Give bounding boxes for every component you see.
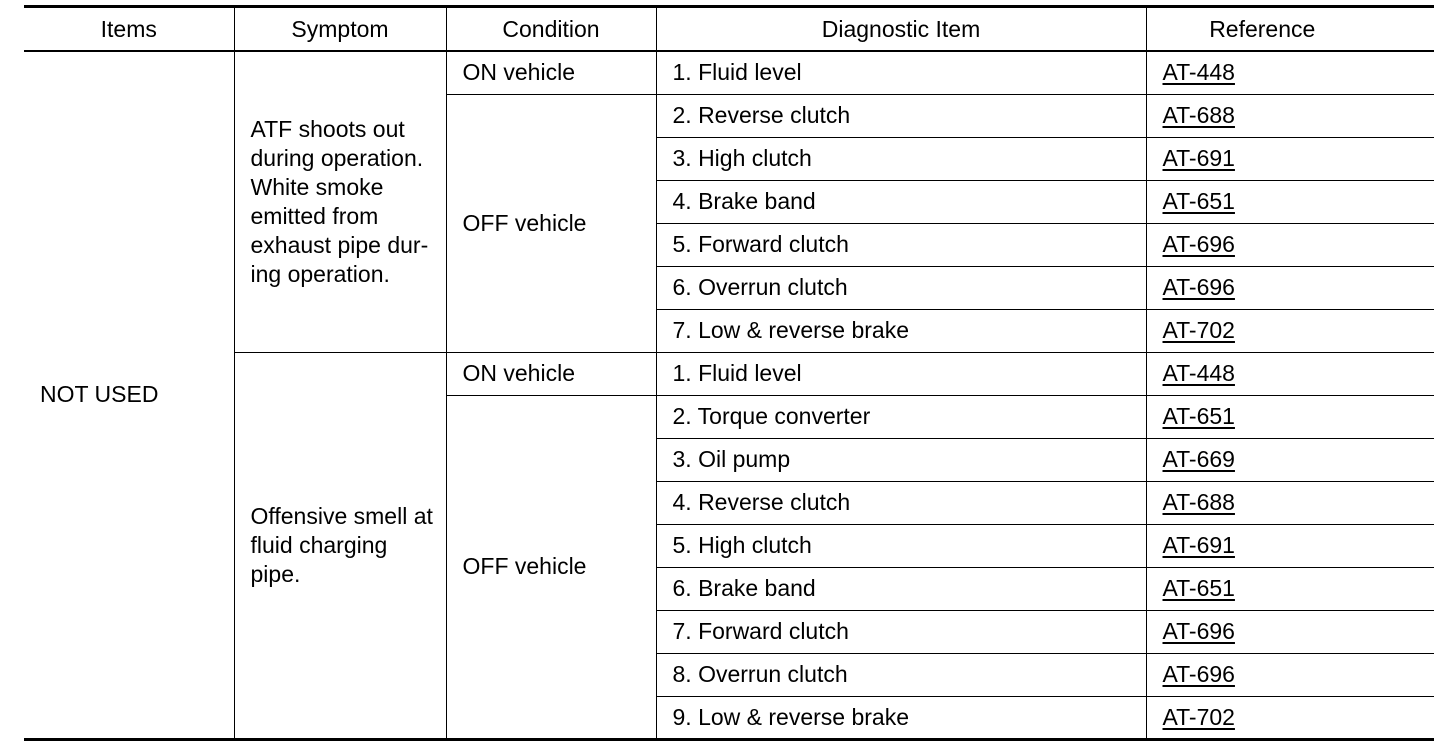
reference-cell xyxy=(1146,395,1434,438)
header-row xyxy=(24,7,1434,52)
reference-cell xyxy=(1146,223,1434,266)
symptom-line: exhaust pipe dur- xyxy=(250,231,429,258)
diagnostic-item-cell: 2. Torque converter xyxy=(656,395,1146,438)
reference-cell xyxy=(1146,51,1434,94)
reference-cell xyxy=(1146,309,1434,352)
reference-cell xyxy=(1146,653,1434,696)
reference-link[interactable]: AT-702 xyxy=(1162,703,1235,730)
symptom-cell xyxy=(234,51,446,352)
reference-cell xyxy=(1146,180,1434,223)
reference-cell xyxy=(1146,137,1434,180)
reference-link[interactable]: AT-688 xyxy=(1162,102,1235,128)
diagnostic-item-cell: 4. Reverse clutch xyxy=(656,481,1146,524)
symptom-line: during operation. xyxy=(250,144,424,171)
header-reference-label: Reference xyxy=(1209,15,1316,42)
diagnostic-item-cell: 4. Brake band xyxy=(656,180,1146,223)
reference-cell xyxy=(1146,266,1434,309)
reference-link[interactable]: AT-651 xyxy=(1162,403,1235,429)
diagnostic-item-cell: 5. Forward clutch xyxy=(656,223,1146,266)
diagnostic-item-cell: 5. High clutch xyxy=(656,524,1146,567)
reference-link[interactable]: AT-688 xyxy=(1162,489,1235,515)
reference-link[interactable]: AT-696 xyxy=(1162,661,1235,687)
header-reference xyxy=(1146,7,1434,52)
reference-cell xyxy=(1146,567,1434,610)
diagnostic-item-cell: 1. Fluid level xyxy=(656,51,1146,94)
symptom-line: emitted from xyxy=(250,202,379,229)
reference-link[interactable]: AT-669 xyxy=(1162,446,1235,472)
reference-cell xyxy=(1146,352,1434,395)
reference-link[interactable]: AT-651 xyxy=(1162,575,1235,601)
header-condition: Condition xyxy=(446,7,656,52)
reference-link[interactable]: AT-696 xyxy=(1162,274,1235,300)
table-row xyxy=(24,352,1434,395)
diagnostic-item-cell: 6. Brake band xyxy=(656,567,1146,610)
symptom-line: ing operation. xyxy=(250,260,390,287)
diagnostic-item-cell: 3. Oil pump xyxy=(656,438,1146,481)
reference-cell xyxy=(1146,481,1434,524)
table-row xyxy=(24,51,1434,94)
header-items: Items xyxy=(24,7,234,52)
table-body xyxy=(24,51,1434,739)
reference-link[interactable]: AT-691 xyxy=(1162,145,1235,171)
symptom-line: fluid charging xyxy=(250,531,388,558)
items-cell: NOT USED xyxy=(24,51,234,739)
reference-link[interactable]: AT-691 xyxy=(1162,532,1235,558)
diagnostic-item-cell: 3. High clutch xyxy=(656,137,1146,180)
symptom-line: ATF shoots out xyxy=(250,115,405,142)
reference-link[interactable]: AT-702 xyxy=(1162,317,1235,343)
header-symptom: Symptom xyxy=(234,7,446,52)
condition-cell: ON vehicle xyxy=(446,51,656,94)
reference-cell xyxy=(1146,610,1434,653)
diagnostic-item-cell: 8. Overrun clutch xyxy=(656,653,1146,696)
reference-cell xyxy=(1146,94,1434,137)
diagnostic-item-cell: 9. Low & reverse brake xyxy=(656,696,1146,739)
diagnostic-item-cell: 6. Overrun clutch xyxy=(656,266,1146,309)
symptom-line: White smoke xyxy=(250,173,384,200)
diagnostic-item-cell: 1. Fluid level xyxy=(656,352,1146,395)
diagnostic-item-cell: 7. Forward clutch xyxy=(656,610,1146,653)
symptom-cell xyxy=(234,352,446,739)
symptom-line: Offensive smell at xyxy=(250,502,433,529)
reference-link[interactable]: AT-696 xyxy=(1162,618,1235,644)
reference-link[interactable]: AT-696 xyxy=(1162,231,1235,257)
condition-cell: ON vehicle xyxy=(446,352,656,395)
diagnostic-item-cell: 7. Low & reverse brake xyxy=(656,309,1146,352)
diagnostic-item-cell: 2. Reverse clutch xyxy=(656,94,1146,137)
table-header xyxy=(24,7,1434,52)
condition-cell: OFF vehicle xyxy=(446,395,656,739)
symptom-line: pipe. xyxy=(250,560,301,587)
reference-link[interactable]: AT-651 xyxy=(1162,188,1235,214)
header-diagnostic-item: Diagnostic Item xyxy=(656,7,1146,52)
reference-cell xyxy=(1146,524,1434,567)
diagnostic-table xyxy=(24,5,1434,741)
condition-cell: OFF vehicle xyxy=(446,94,656,352)
reference-cell xyxy=(1146,696,1434,739)
reference-link[interactable]: AT-448 xyxy=(1162,59,1235,86)
reference-link[interactable]: AT-448 xyxy=(1162,360,1235,386)
reference-cell xyxy=(1146,438,1434,481)
